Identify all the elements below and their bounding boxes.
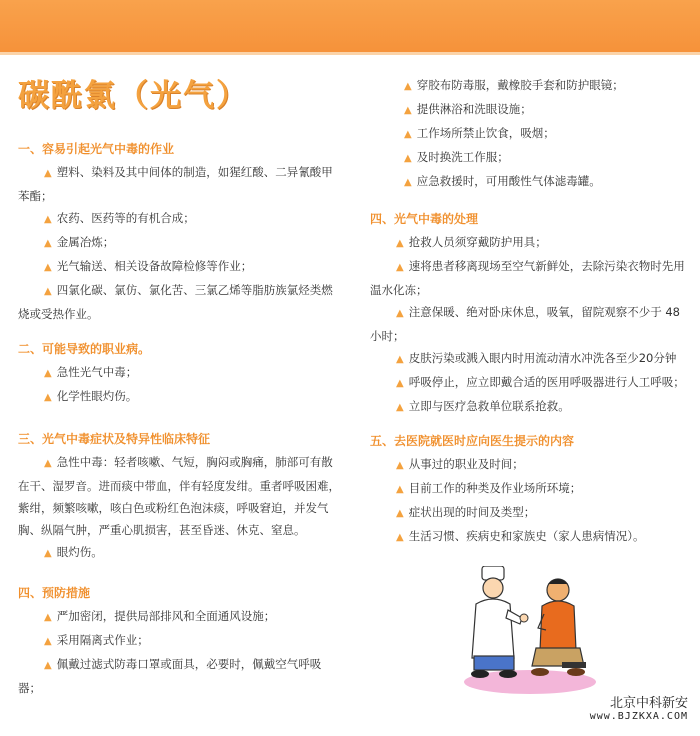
list-item: ▲ 目前工作的种类及作业场所环境； <box>396 481 582 495</box>
list-item: ▲ 光气输送、相关设备故障检修等作业； <box>44 259 253 273</box>
section-prevention <box>18 584 348 699</box>
triangle-icon: ▲ <box>44 458 52 469</box>
triangle-icon: ▲ <box>44 214 52 225</box>
patient-figure <box>531 579 586 676</box>
watermark-name: 北京中科新安 <box>609 696 688 711</box>
list-item: ▲ 立即与医疗急救单位联系抢救。 <box>396 399 570 413</box>
list-item: ▲ 提供淋浴和洗眼设施； <box>404 102 532 116</box>
list-item: ▲ 穿胶布防毒服，戴橡胶手套和防护眼镜； <box>404 78 624 92</box>
triangle-icon: ▲ <box>396 460 404 471</box>
list-item-continuation: 胸、纵隔气肿，严重心肌损害，甚至昏迷、休克、窒息。 <box>18 523 306 537</box>
section-heading: 三、光气中毒症状及特异性临床特征 <box>18 432 211 446</box>
list-item: ▲ 农药、医药等的有机合成； <box>44 211 195 225</box>
section-prevention-continued <box>378 74 688 194</box>
triangle-icon: ▲ <box>44 636 52 647</box>
list-item: ▲ 四氯化碳、氯仿、氯化苦、三氯乙烯等脂肪族氯烃类燃 <box>44 283 333 297</box>
list-item: ▲ 佩戴过滤式防毒口罩或面具，必要时，佩戴空气呼吸 <box>44 657 322 671</box>
triangle-icon: ▲ <box>396 262 404 273</box>
section-heading: 四、光气中毒的处理 <box>370 212 479 226</box>
list-item: ▲ 及时换洗工作服； <box>404 150 509 164</box>
list-item: ▲ 采用隔离式作业； <box>44 633 149 647</box>
triangle-icon: ▲ <box>44 262 52 273</box>
section-heading: 二、可能导致的职业病。 <box>18 342 151 356</box>
triangle-icon: ▲ <box>404 177 412 188</box>
triangle-icon: ▲ <box>44 286 52 297</box>
list-item-continuation: 烧或受热作业。 <box>18 307 99 321</box>
doctor-patient-illustration <box>458 566 598 696</box>
triangle-icon: ▲ <box>396 238 404 249</box>
section-symptoms <box>18 430 348 565</box>
list-item: ▲ 塑料、染料及其中间体的制造，如猩红酸、二异氰酸甲 <box>44 165 333 179</box>
list-item-continuation: 在干、湿罗音。进而痰中带血，伴有轻度发绀。重者呼吸困难， <box>18 479 340 493</box>
triangle-icon: ▲ <box>396 402 404 413</box>
triangle-icon: ▲ <box>44 660 52 671</box>
triangle-icon: ▲ <box>396 308 404 319</box>
triangle-icon: ▲ <box>44 238 52 249</box>
list-item: ▲ 化学性眼灼伤。 <box>44 389 138 403</box>
header-divider <box>0 52 700 55</box>
list-item-continuation: 苯酯； <box>18 189 53 203</box>
list-item: ▲ 抢救人员须穿戴防护用具； <box>396 235 547 249</box>
list-item-continuation: 温水化冻； <box>370 283 428 297</box>
header-band <box>0 0 700 52</box>
triangle-icon: ▲ <box>396 532 404 543</box>
list-item-continuation: 器； <box>18 681 41 695</box>
section-medical-visit <box>370 432 688 549</box>
triangle-icon: ▲ <box>44 612 52 623</box>
section-heading: 五、去医院就医时应向医生提示的内容 <box>370 434 575 448</box>
list-item: ▲ 皮肤污染或溅入眼内时用流动清水冲洗各至少20分钟 <box>396 351 677 365</box>
triangle-icon: ▲ <box>404 153 412 164</box>
list-item: ▲ 金属冶炼； <box>44 235 115 249</box>
triangle-icon: ▲ <box>44 168 52 179</box>
page-title: 碳酰氯（光气） <box>18 78 249 114</box>
list-item: ▲ 从事过的职业及时间； <box>396 457 524 471</box>
list-item: ▲ 呼吸停止，应立即戴合适的医用呼吸器进行人工呼吸； <box>396 375 685 389</box>
triangle-icon: ▲ <box>404 105 412 116</box>
list-item: ▲ 急性中毒：轻者咳嗽、气短，胸闷或胸痛，肺部可有散 <box>44 455 333 469</box>
triangle-icon: ▲ <box>44 368 52 379</box>
triangle-icon: ▲ <box>404 129 412 140</box>
section-occupational-diseases <box>18 340 348 409</box>
list-item: ▲ 急性光气中毒； <box>44 365 138 379</box>
triangle-icon: ▲ <box>44 548 52 559</box>
watermark <box>590 692 688 722</box>
list-item: ▲ 注意保暖、绝对卧床休息，吸氧，留院观察不少于 48 <box>396 305 680 319</box>
doctor-figure <box>471 566 528 678</box>
section-treatment <box>370 210 688 419</box>
list-item-continuation: 小时； <box>370 329 405 343</box>
triangle-icon: ▲ <box>396 484 404 495</box>
triangle-icon: ▲ <box>396 354 404 365</box>
triangle-icon: ▲ <box>404 81 412 92</box>
section-heading: 一、容易引起光气中毒的作业 <box>18 142 175 156</box>
triangle-icon: ▲ <box>396 378 404 389</box>
watermark-url: www.BJZKXA.COM <box>589 711 688 722</box>
list-item: ▲ 眼灼伤。 <box>44 545 103 559</box>
section-hazardous-operations <box>18 140 348 325</box>
list-item: ▲ 速将患者移离现场至空气新鲜处，去除污染衣物时先用 <box>396 259 685 273</box>
list-item: ▲ 工作场所禁止饮食，吸烟； <box>404 126 555 140</box>
list-item: ▲ 应急救援时，可用酸性气体滤毒罐。 <box>404 174 601 188</box>
list-item: ▲ 严加密闭，提供局部排风和全面通风设施； <box>44 609 276 623</box>
list-item: ▲ 症状出现的时间及类型； <box>396 505 536 519</box>
section-heading: 四、预防措施 <box>18 586 91 600</box>
triangle-icon: ▲ <box>396 508 404 519</box>
triangle-icon: ▲ <box>44 392 52 403</box>
list-item: ▲ 生活习惯、疾病史和家族史（家人患病情况）。 <box>396 529 645 543</box>
list-item-continuation: 紫绀，频繁咳嗽，咳白色或粉红色泡沫痰，呼吸窘迫，并发气 <box>18 501 329 515</box>
